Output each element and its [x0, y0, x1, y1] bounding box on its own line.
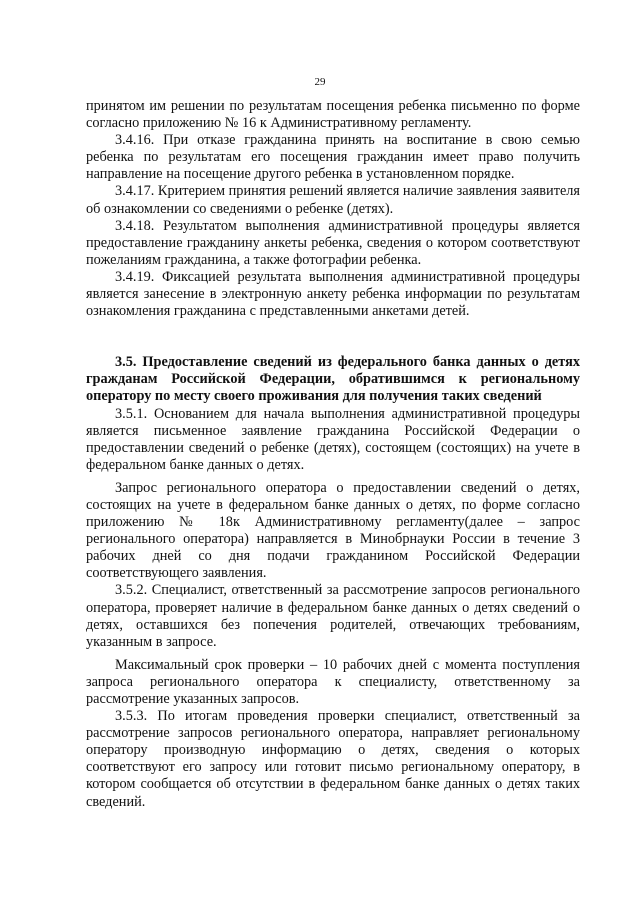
- document-body: [86, 98, 580, 811]
- paragraph-3-4-19: 3.4.19. Фиксацией результата выполнения административной процедуры является занесение в электронную анкету ребенка информации по результатам ознакомления гражданина с представленными анкетами детей.: [86, 268, 580, 320]
- paragraph-continuation: принятом им решении по результатам посещения ребенка письменно по форме согласно приложению № 16 к Административному регламенту.: [86, 98, 580, 132]
- paragraph-3-4-17: 3.4.17. Критерием принятия решений является наличие заявления заявителя об ознакомлении со сведениями о ребенке (детях).: [86, 183, 580, 217]
- paragraph-request: Запрос регионального оператора о предоставлении сведений о детях, состоящих на учете в федеральном банке данных о детях, по форме согласно приложению № 18к Административному регламенту(далее – запрос регионального оператора) направляется в Минобрнауки России в течение 3 рабочих дней со дня подачи гражданином Российской Федерации соответствующего заявления.: [86, 479, 580, 582]
- paragraph-3-4-16: 3.4.16. При отказе гражданина принять на воспитание в свою семью ребенка по результатам его посещения гражданин имеет право получить направление на посещение другого ребенка в установленном порядке.: [86, 132, 580, 183]
- page-number: 29: [314, 76, 326, 88]
- paragraph-3-5-1: 3.5.1. Основанием для начала выполнения административной процедуры является письменное заявление гражданина Российской Федерации о предоставлении сведений о ребенке (детях), состоящем (состоящих) на учете в федеральном банке данных о детях.: [86, 405, 580, 473]
- paragraph-3-5-2: 3.5.2. Специалист, ответственный за рассмотрение запросов регионального оператора, проверяет наличие в федеральном банке данных о детях сведений о детях, оставшихся без попечения родителей, отвечающих требованиям, указанным в запросе.: [86, 582, 580, 650]
- paragraph-max-term: Максимальный срок проверки – 10 рабочих дней с момента поступления запроса регионального оператора к специалисту, ответственному за рассмотрение указанных запросов.: [86, 656, 580, 707]
- paragraph-3-5-3: 3.5.3. По итогам проведения проверки специалист, ответственный за рассмотрение запросов регионального оператора, направляет региональному оператору производную информацию о детях, сведения о которых соответствуют его запросу или готовит письмо региональному оператору, в котором сообщается об отсутствии в федеральном банке данных о детях таких сведений.: [86, 708, 580, 810]
- paragraph-3-4-18: 3.4.18. Результатом выполнения административной процедуры является предоставление гражданину анкеты ребенка, сведения о котором соответствуют пожеланиям гражданина, а также фотографии ребенка.: [86, 217, 580, 268]
- section-spacer: [86, 320, 580, 354]
- section-heading-3-5: 3.5. Предоставление сведений из федерального банка данных о детях гражданам Российской Федерации, обратившимся к региональному оператору по месту своего проживания для получения таких сведений: [86, 354, 580, 405]
